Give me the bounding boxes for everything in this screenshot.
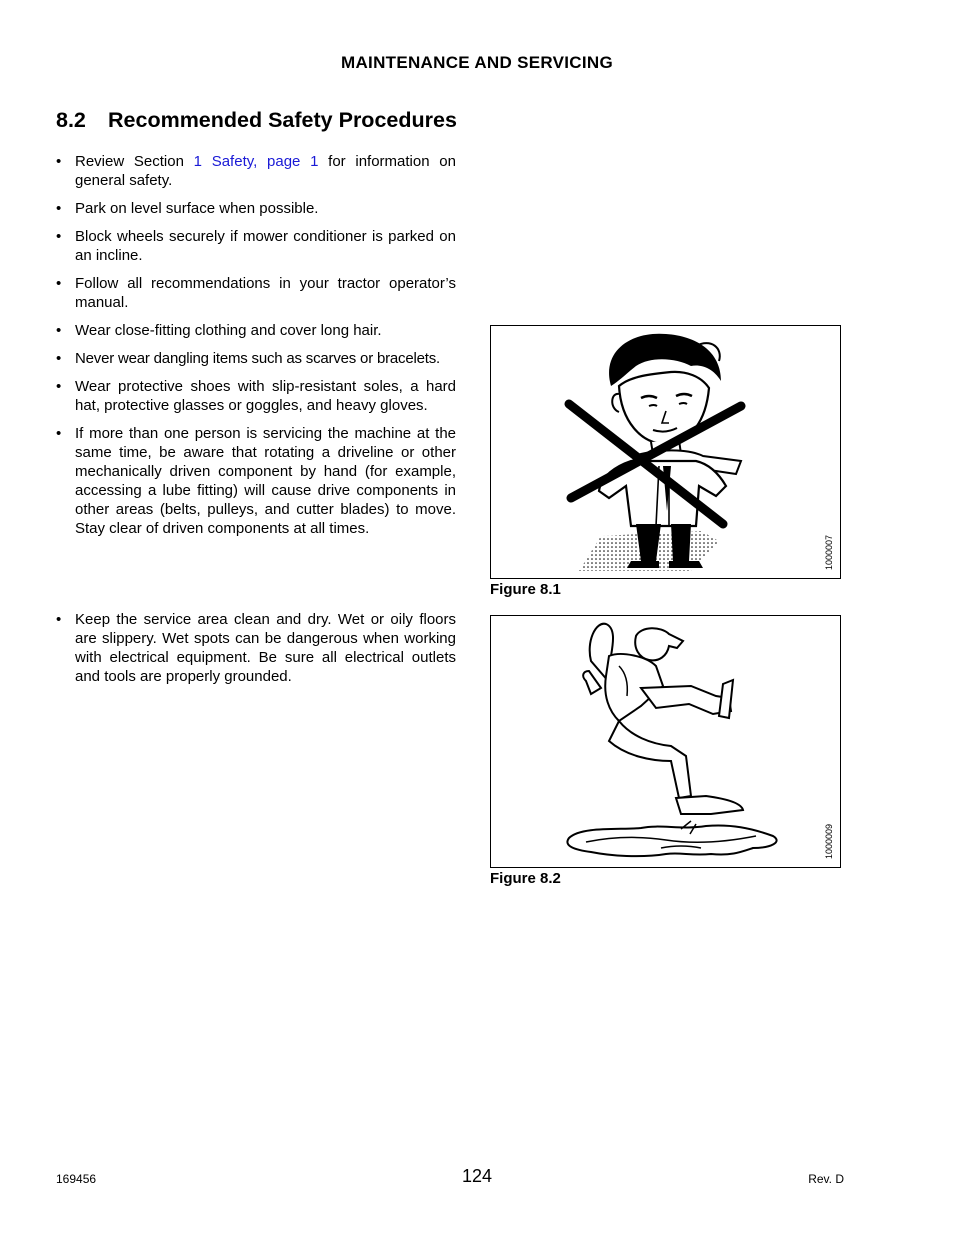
list-item (56, 152, 456, 190)
bullet-marker: • (56, 378, 62, 395)
list-item (56, 227, 456, 265)
text-fragment: Review Section (75, 153, 194, 170)
section-heading (56, 108, 457, 133)
list-item-text: If more than one person is servicing the machine at the same time, be aware that rotating a driveline or other mechanically driven component by hand (for example, accessing a lube fitting) will cause drive components in other areas (belts, pulleys, and cutter blades) to move. Stay clear of driven components at all times. (75, 425, 456, 537)
list-item-text: Park on level surface when possible. (75, 200, 319, 217)
person-shoe (719, 680, 733, 718)
no-loose-clothing-illustration (491, 326, 840, 578)
list-item (56, 424, 456, 538)
person-raised-leg (641, 686, 731, 714)
section-number: 8.2 (56, 108, 86, 132)
list-item-text: Wear close-fitting clothing and cover long hair. (75, 322, 382, 339)
person-standing-leg (609, 721, 691, 798)
bullet-marker: • (56, 275, 62, 292)
document-number: 169456 (56, 1172, 97, 1186)
person-head (635, 628, 683, 660)
list-item-text (75, 152, 456, 190)
person-shoe (676, 796, 743, 814)
bullet-marker: • (56, 350, 62, 367)
bullet-marker: • (56, 611, 62, 628)
bullet-marker: • (56, 153, 62, 170)
figure-id: 1000009 (824, 823, 834, 859)
page-number: 124 (461, 1166, 493, 1186)
list-item-text: Follow all recommendations in your tractor operator’s manual. (75, 275, 456, 311)
list-item (56, 274, 456, 312)
figure-id: 1000007 (824, 534, 834, 570)
list-item (56, 349, 456, 368)
list-item (56, 199, 456, 218)
running-header: MAINTENANCE AND SERVICING (341, 53, 613, 72)
bullet-marker: • (56, 228, 62, 245)
text-fragment: for information on general safety. (75, 153, 456, 189)
slipping-person-illustration (491, 616, 840, 867)
bullet-marker: • (56, 322, 62, 339)
revision-label: Rev. D (808, 1172, 844, 1186)
list-item-text: Block wheels securely if mower conditioner is parked on an incline. (75, 228, 456, 264)
list-item-text: Wear protective shoes with slip-resistant soles, a hard hat, protective glasses or goggles, and heavy gloves. (75, 378, 456, 414)
figure-8-2-frame (490, 615, 841, 868)
list-item (56, 377, 456, 415)
bullet-marker: • (56, 200, 62, 217)
figure-caption: Figure 8.1 (490, 581, 561, 598)
bullet-marker: • (56, 425, 62, 442)
section-link[interactable]: 1 Safety, page 1 (193, 153, 319, 170)
list-item-text: Keep the service area clean and dry. Wet or oily floors are slippery. Wet spots can be dangerous when working with electrical equipment. Be sure all electrical outlets and tools are properly grounded. (75, 611, 456, 685)
list-item-text: Never wear dangling items such as scarves or bracelets. (75, 350, 440, 367)
list-item (56, 610, 456, 686)
figure-caption: Figure 8.2 (490, 870, 561, 887)
list-item (56, 321, 456, 340)
section-title: Recommended Safety Procedures (108, 108, 457, 132)
figure-8-1-frame (490, 325, 841, 579)
